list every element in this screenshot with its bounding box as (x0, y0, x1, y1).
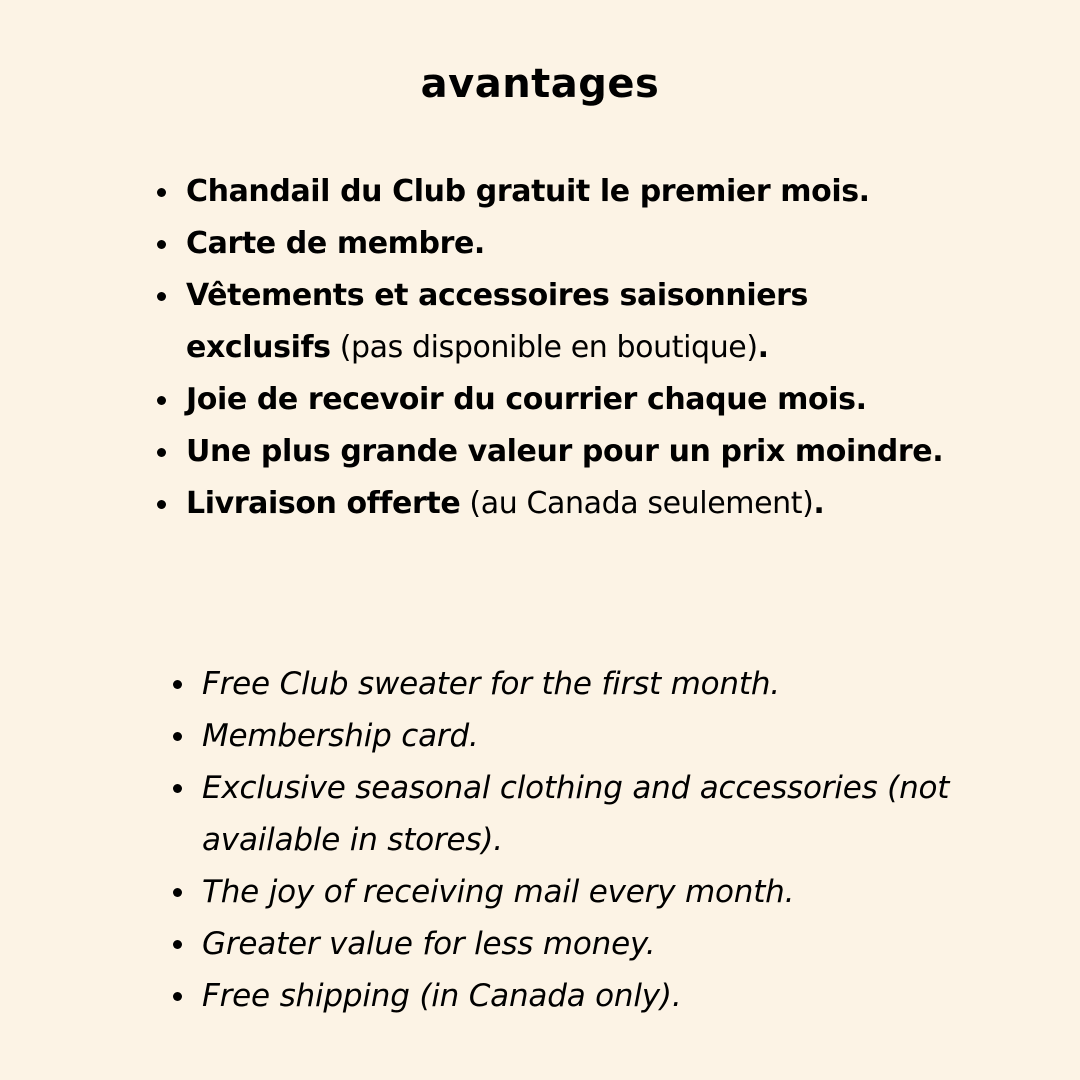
benefit-bold-text: Une plus grande valeur pour un prix moindre. (186, 434, 944, 469)
list-item (202, 970, 982, 1022)
benefit-text: Membership card. (202, 718, 479, 754)
benefit-text: Exclusive seasonal clothing and accessories (not available in stores). (202, 770, 950, 858)
benefit-text: The joy of receiving mail every month. (202, 874, 795, 910)
bullet-icon (173, 940, 182, 949)
bullet-icon (157, 396, 166, 405)
list-item (186, 218, 946, 270)
benefit-note: (pas disponible en boutique) (330, 330, 758, 365)
list-item (186, 478, 946, 530)
page-title: avantages (420, 61, 660, 107)
bullet-icon (173, 784, 182, 793)
list-item (186, 270, 946, 374)
bullet-icon (173, 732, 182, 741)
benefit-text: Greater value for less money. (202, 926, 656, 962)
bullet-icon (157, 448, 166, 457)
list-item (202, 710, 982, 762)
bullet-icon (157, 292, 166, 301)
bullet-icon (157, 240, 166, 249)
list-item (186, 426, 946, 478)
benefit-note: (au Canada seulement) (460, 486, 814, 521)
bullet-icon (157, 500, 166, 509)
benefit-text: Free Club sweater for the first month. (202, 666, 780, 702)
list-item (186, 166, 946, 218)
bullet-icon (173, 680, 182, 689)
benefit-end: . (757, 330, 769, 365)
bullet-icon (157, 188, 166, 197)
list-item (202, 866, 982, 918)
bullet-icon (173, 992, 182, 1001)
benefit-bold-text: Chandail du Club gratuit le premier mois. (186, 174, 870, 209)
list-item (202, 658, 982, 710)
benefit-text: Free shipping (in Canada only). (202, 978, 682, 1014)
benefit-bold-text: Livraison offerte (186, 486, 461, 521)
english-benefits-list (202, 658, 982, 1022)
benefit-bold-text: Vêtements et accessoires saisonniers exclusifs (186, 278, 809, 365)
french-benefits-list (186, 166, 946, 530)
list-item (186, 374, 946, 426)
benefit-bold-text: Joie de recevoir du courrier chaque mois. (186, 382, 867, 417)
benefit-end: . (813, 486, 825, 521)
list-item (202, 762, 982, 866)
benefit-bold-text: Carte de membre. (186, 226, 485, 261)
bullet-icon (173, 888, 182, 897)
list-item (202, 918, 982, 970)
